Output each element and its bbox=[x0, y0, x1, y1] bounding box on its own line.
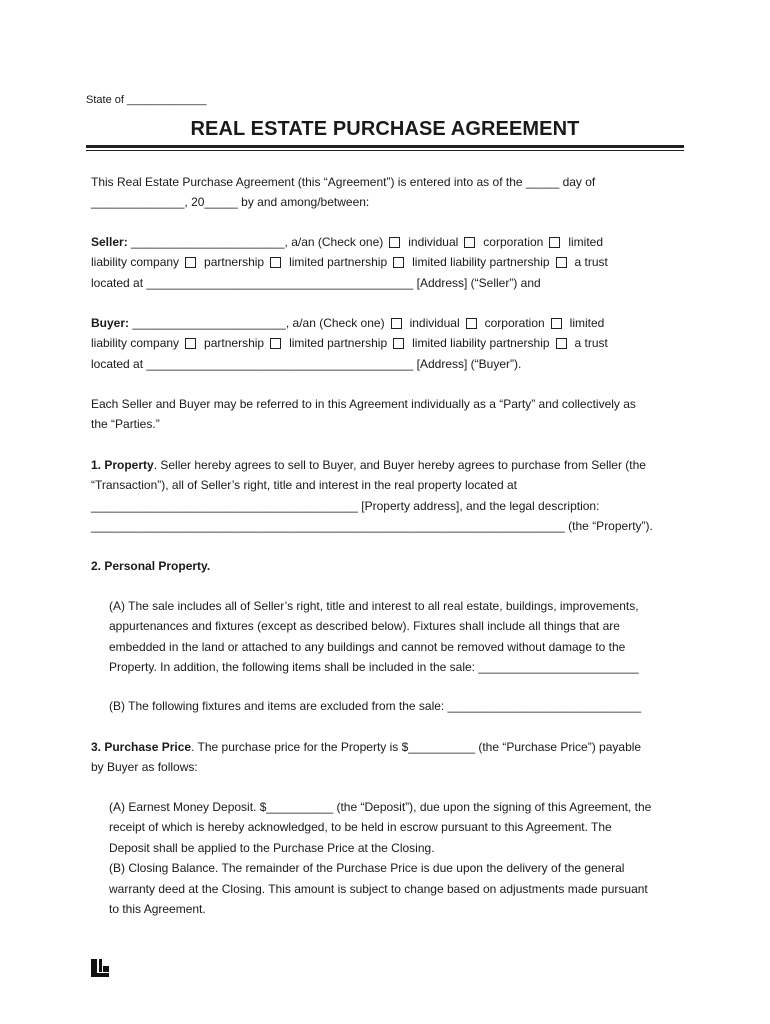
buyer-llc-checkbox[interactable] bbox=[551, 318, 562, 329]
buyer-partnership-label: partnership bbox=[204, 336, 265, 351]
section-heading: 2. Personal Property. bbox=[91, 559, 211, 573]
seller-llp-label: limited liability partnership bbox=[412, 255, 550, 270]
buyer-name-blank: _______________________, a/an (Check one) bbox=[129, 316, 385, 330]
included-items-line: Property. In addition, the following items shall be included in the sale: ________________________ bbox=[109, 660, 639, 675]
parties-line: the “Parties.” bbox=[91, 417, 160, 432]
buyer-label: Buyer: bbox=[91, 316, 130, 330]
section-text: (A) The sale includes all of Seller’s right, title and interest to all real estate, buildings, improvements, bbox=[109, 599, 639, 613]
section-property bbox=[91, 455, 681, 537]
excluded-items-line: (B) The following fixtures and items are excluded from the sale: _____________________________ bbox=[109, 699, 642, 713]
brand-logo-icon bbox=[90, 958, 110, 978]
seller-partnership-label: partnership bbox=[204, 255, 265, 270]
seller-lp-checkbox[interactable] bbox=[270, 257, 281, 268]
title-rule-thin bbox=[86, 150, 684, 151]
buyer-individual-checkbox[interactable] bbox=[391, 318, 402, 329]
section-text: to this Agreement. bbox=[109, 901, 206, 916]
intro-line: ______________, 20_____ by and among/between: bbox=[91, 195, 370, 210]
section-text: . Seller hereby agrees to sell to Buyer, and Buyer hereby agrees to purchase from Seller (the bbox=[153, 458, 646, 472]
title-rule-thick bbox=[86, 145, 684, 148]
buyer-individual-label: individual bbox=[409, 316, 460, 330]
section-text: receipt of which is hereby acknowledged, to be held in escrow pursuant to this Agreement. The bbox=[109, 820, 612, 835]
buyer-trust-label: a trust bbox=[574, 336, 608, 351]
section-text: “Transaction”), all of Seller’s right, title and interest in the real property located at bbox=[91, 478, 517, 493]
seller-corporation-label: corporation bbox=[483, 235, 544, 249]
buyer-corporation-checkbox[interactable] bbox=[466, 318, 477, 329]
buyer-llp-label: limited liability partnership bbox=[412, 336, 550, 351]
section-text: warranty deed at the Closing. This amount is subject to change based on adjustments made pursuant bbox=[109, 881, 648, 896]
seller-lp-label: limited partnership bbox=[289, 255, 388, 270]
intro-line: This Real Estate Purchase Agreement (this “Agreement”) is entered into as of the _____ day of bbox=[91, 175, 596, 189]
section-text: (A) Earnest Money Deposit. $__________ (the “Deposit”), due upon the signing of this Agreement, the bbox=[109, 800, 652, 814]
section-text: by Buyer as follows: bbox=[91, 760, 198, 775]
excluded-items-paragraph bbox=[109, 696, 681, 716]
buyer-address-line: located at ________________________________________ [Address] (“Buyer”). bbox=[91, 356, 522, 371]
seller-address-line: located at ________________________________________ [Address] (“Seller”) and bbox=[91, 275, 541, 290]
buyer-llc-label: liability company bbox=[91, 336, 180, 351]
buyer-partnership-checkbox[interactable] bbox=[185, 338, 196, 349]
state-of-field: State of _____________ bbox=[86, 94, 207, 106]
seller-llc-checkbox[interactable] bbox=[549, 237, 560, 248]
seller-name-blank: _______________________, a/an (Check one) bbox=[127, 235, 384, 249]
section-purchase-price bbox=[91, 737, 681, 778]
buyer-trust-checkbox[interactable] bbox=[556, 338, 567, 349]
seller-individual-label: individual bbox=[408, 235, 459, 249]
seller-corporation-checkbox[interactable] bbox=[464, 237, 475, 248]
buyer-lp-checkbox[interactable] bbox=[270, 338, 281, 349]
section-text: embedded in the land or attached to any buildings and cannot be removed without damage to the bbox=[109, 639, 626, 654]
legal-description-line: _______________________________________________________________________ (the “Property”). bbox=[91, 519, 653, 534]
section-text: (B) Closing Balance. The remainder of the Purchase Price is due upon the delivery of the general bbox=[109, 861, 625, 876]
included-items-paragraph bbox=[109, 596, 681, 678]
deposit-paragraph bbox=[109, 797, 681, 919]
intro-paragraph bbox=[91, 172, 681, 213]
parties-paragraph bbox=[91, 394, 681, 435]
buyer-limited-label: limited bbox=[569, 316, 605, 330]
section-text: . The purchase price for the Property is $__________ (the “Purchase Price”) payable bbox=[191, 740, 642, 754]
document-title: REAL ESTATE PURCHASE AGREEMENT bbox=[190, 118, 580, 140]
section-text: appurtenances and fixtures (except as described below). Fixtures shall include all things that are bbox=[109, 619, 620, 634]
section-heading: 1. Property bbox=[91, 458, 154, 472]
seller-label: Seller: bbox=[91, 235, 128, 249]
buyer-lp-label: limited partnership bbox=[289, 336, 388, 351]
section-text: Deposit shall be applied to the Purchase Price at the Closing. bbox=[109, 840, 435, 855]
seller-trust-label: a trust bbox=[574, 255, 608, 270]
seller-paragraph bbox=[91, 232, 681, 293]
seller-individual-checkbox[interactable] bbox=[389, 237, 400, 248]
section-heading: 3. Purchase Price bbox=[91, 740, 192, 754]
buyer-paragraph bbox=[91, 313, 681, 374]
section-personal-property bbox=[91, 556, 681, 576]
seller-partnership-checkbox[interactable] bbox=[185, 257, 196, 268]
seller-llc-label: liability company bbox=[91, 255, 180, 270]
property-address-line: ________________________________________ [Property address], and the legal description: bbox=[91, 498, 600, 513]
buyer-llp-checkbox[interactable] bbox=[393, 338, 404, 349]
seller-limited-label: limited bbox=[568, 235, 604, 249]
buyer-corporation-label: corporation bbox=[484, 316, 545, 330]
seller-llp-checkbox[interactable] bbox=[393, 257, 404, 268]
seller-trust-checkbox[interactable] bbox=[556, 257, 567, 268]
parties-line: Each Seller and Buyer may be referred to in this Agreement individually as a “Party” and collectively as bbox=[91, 397, 636, 411]
